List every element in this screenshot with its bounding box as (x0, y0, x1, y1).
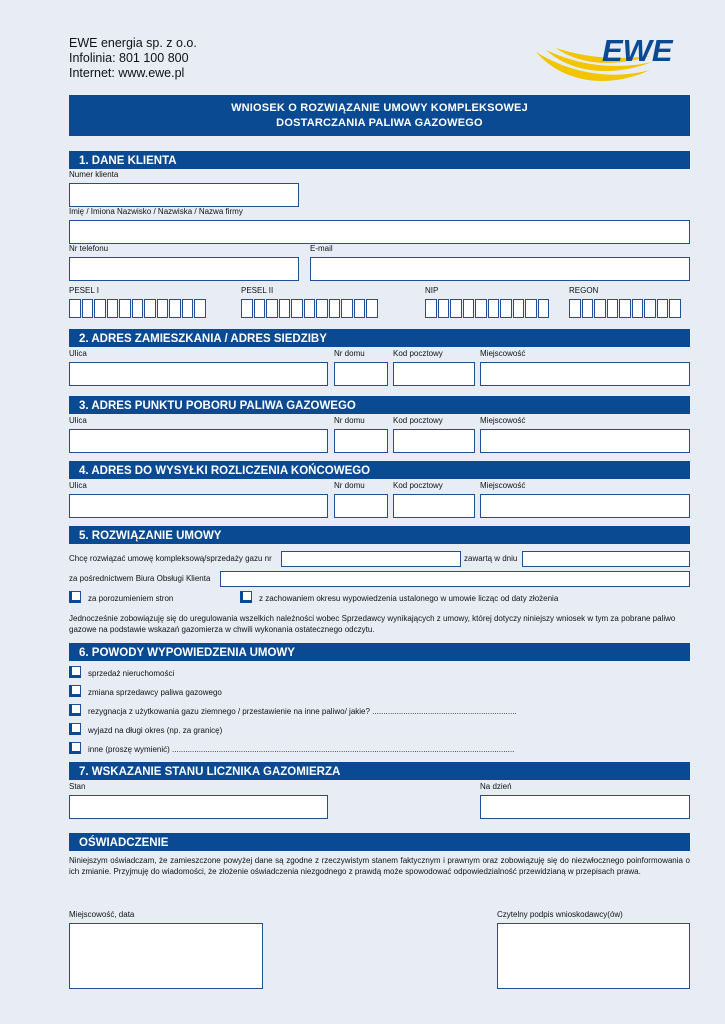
section-7-header: 7. WSKAZANIE STANU LICZNIKA GAZOMIERZA (69, 762, 690, 780)
section-6-header: 6. POWODY WYPOWIEDZENIA UMOWY (69, 643, 690, 661)
reason-checkbox-5[interactable] (69, 742, 81, 754)
meter-reading-label: Stan (69, 782, 86, 791)
pesel1-label: PESEL I (69, 286, 99, 295)
notice-label: z zachowaniem okresu wypowiedzenia ustalonego w umowie licząc od daty złożenia (259, 594, 559, 603)
s4-city-input[interactable] (480, 494, 690, 518)
s3-house-label: Nr domu (334, 416, 365, 425)
s4-house-label: Nr domu (334, 481, 365, 490)
s3-postal-input[interactable] (393, 429, 475, 453)
s4-postal-input[interactable] (393, 494, 475, 518)
reason-label-1: sprzedaż nieruchomości (88, 669, 175, 678)
company-name: EWE energia sp. z o.o. (69, 36, 197, 50)
signature-label: Czytelny podpis wnioskodawcy(ów) (497, 910, 623, 919)
section-3-header: 3. ADRES PUNKTU POBORU PALIWA GAZOWEGO (69, 396, 690, 414)
reason-checkbox-2[interactable] (69, 685, 81, 697)
reading-date-input[interactable] (480, 795, 690, 819)
section-4-header: 4. ADRES DO WYSYŁKI ROZLICZENIA KOŃCOWEGO (69, 461, 690, 479)
s2-city-input[interactable] (480, 362, 690, 386)
via-office-label: za pośrednictwem Biura Obsługi Klienta (69, 574, 211, 583)
s2-street-label: Ulica (69, 349, 87, 358)
company-internet: Internet: www.ewe.pl (69, 66, 185, 80)
client-number-label: Numer klienta (69, 170, 119, 179)
s3-city-input[interactable] (480, 429, 690, 453)
place-date-label: Miejscowość, data (69, 910, 135, 919)
place-date-input[interactable] (69, 923, 263, 989)
nip-input[interactable] (425, 299, 549, 318)
declaration-header: OŚWIADCZENIE (69, 833, 690, 851)
form-title (69, 95, 690, 136)
nip-label: NIP (425, 286, 439, 295)
s2-street-input[interactable] (69, 362, 328, 386)
s4-house-input[interactable] (334, 494, 388, 518)
meter-reading-input[interactable] (69, 795, 328, 819)
s4-city-label: Miejscowość (480, 481, 526, 490)
concluded-on-input[interactable] (522, 551, 690, 567)
s3-house-input[interactable] (334, 429, 388, 453)
signature-input[interactable] (497, 923, 690, 989)
reading-date-label: Na dzień (480, 782, 512, 791)
reason-checkbox-3[interactable] (69, 704, 81, 716)
s4-street-input[interactable] (69, 494, 328, 518)
declaration-text: Niniejszym oświadczam, że zamieszczone powyżej dane są zgodne z rzeczywistym stanem faktycznym i prawnym oraz zobowiązuję się do niezwłocznego poinformowania o ich zmianie. Przyjmuję do wiadomości, że złożenie oświadczenia niezgodnego z prawdą może spowodować odpowiedzialność przewidzianą w przepisach prawa. (69, 856, 690, 876)
agreement-label: za porozumieniem stron (88, 594, 174, 603)
client-number-input[interactable] (69, 183, 299, 207)
reason-label-4: wyjazd na długi okres (np. za granicę) (88, 726, 223, 735)
s4-street-label: Ulica (69, 481, 87, 490)
pesel2-input[interactable] (241, 299, 378, 318)
s2-house-label: Nr domu (334, 349, 365, 358)
contract-number-label: Chcę rozwiązać umowę kompleksową/sprzedaży gazu nr (69, 554, 272, 563)
name-label: Imię / Imiona Nazwisko / Nazwiska / Nazwa firmy (69, 207, 243, 216)
s2-postal-input[interactable] (393, 362, 475, 386)
concluded-on-label: zawartą w dniu (464, 554, 518, 563)
reason-label-5: inne (proszę wymienić) .......................................................................................................................................................... (88, 745, 515, 754)
reason-checkbox-1[interactable] (69, 666, 81, 678)
name-input[interactable] (69, 220, 690, 244)
s3-street-input[interactable] (69, 429, 328, 453)
logo-text: EWE (602, 33, 673, 68)
form-title-line2: DOSTARCZANIA PALIWA GAZOWEGO (276, 116, 483, 129)
contract-number-input[interactable] (281, 551, 461, 567)
s3-postal-label: Kod pocztowy (393, 416, 443, 425)
section-1-header: 1. DANE KLIENTA (69, 151, 690, 169)
form-title-line1: WNIOSEK O ROZWIĄZANIE UMOWY KOMPLEKSOWEJ (231, 101, 528, 114)
company-infoline: Infolinia: 801 100 800 (69, 51, 189, 65)
section-5-header: 5. ROZWIĄZANIE UMOWY (69, 526, 690, 544)
notice-checkbox[interactable] (240, 591, 252, 603)
s2-postal-label: Kod pocztowy (393, 349, 443, 358)
regon-input[interactable] (569, 299, 681, 318)
s4-postal-label: Kod pocztowy (393, 481, 443, 490)
reason-label-3: rezygnacja z użytkowania gazu ziemnego / przestawienie na inne paliwo/ jakie? ................................................................. (88, 707, 517, 716)
ewe-logo (532, 30, 692, 88)
s3-city-label: Miejscowość (480, 416, 526, 425)
email-label: E-mail (310, 244, 333, 253)
via-office-input[interactable] (220, 571, 690, 587)
s3-street-label: Ulica (69, 416, 87, 425)
reason-label-2: zmiana sprzedawcy paliwa gazowego (88, 688, 222, 697)
pesel2-label: PESEL II (241, 286, 274, 295)
section-2-header: 2. ADRES ZAMIESZKANIA / ADRES SIEDZIBY (69, 329, 690, 347)
email-input[interactable] (310, 257, 690, 281)
s2-city-label: Miejscowość (480, 349, 526, 358)
pesel1-input[interactable] (69, 299, 206, 318)
reason-checkbox-4[interactable] (69, 723, 81, 735)
agreement-checkbox[interactable] (69, 591, 81, 603)
regon-label: REGON (569, 286, 599, 295)
obligation-text: Jednocześnie zobowiązuję się do uregulowania wszelkich należności wobec Sprzedawcy wynikających z umowy, której dotyczy niniejszy wniosek w tym za pobrane paliwo gazowe na podstawie wskazań gazomierza w chwili wykonania ostatecznego odczytu. (69, 614, 676, 634)
phone-input[interactable] (69, 257, 299, 281)
phone-label: Nr telefonu (69, 244, 109, 253)
s2-house-input[interactable] (334, 362, 388, 386)
